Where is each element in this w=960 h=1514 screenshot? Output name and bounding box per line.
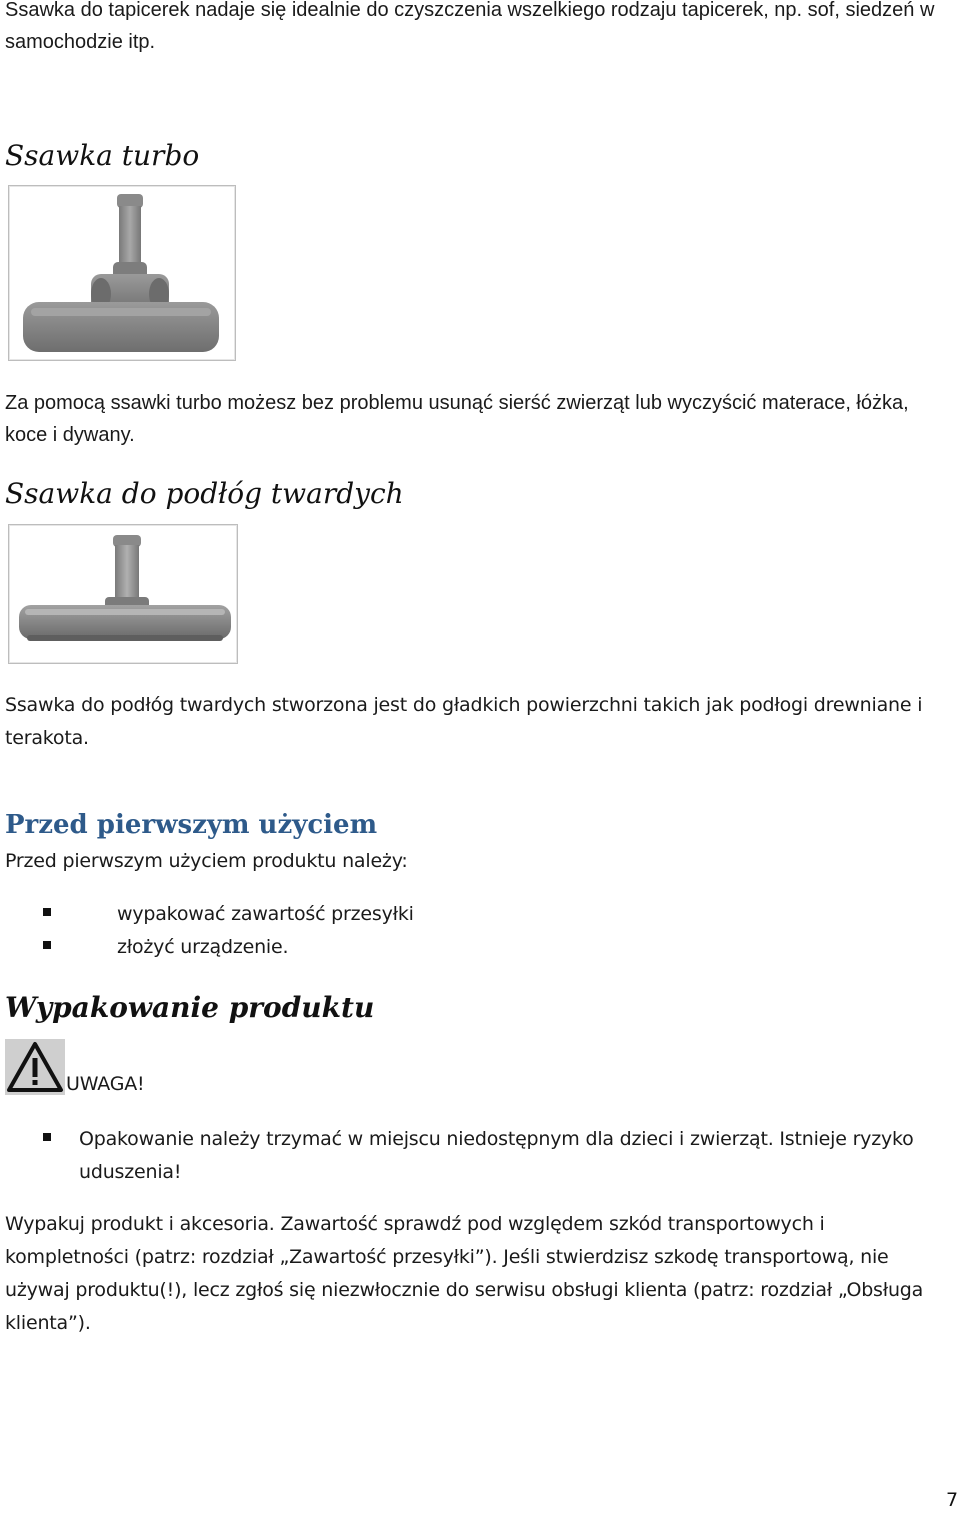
- list-item: [43, 1123, 923, 1189]
- step-text: wypakować zawartość przesyłki: [117, 903, 414, 925]
- bullet-square-icon: [43, 941, 51, 949]
- list-item: [43, 898, 923, 931]
- warning-triangle-icon: [5, 1039, 65, 1095]
- step-text: złożyć urządzenie.: [117, 936, 289, 958]
- turbo-nozzle-image: [8, 185, 236, 361]
- turbo-heading: Ssawka turbo: [5, 139, 200, 172]
- first-use-steps: [43, 898, 923, 964]
- list-item: [43, 931, 923, 964]
- turbo-description: Za pomocą ssawki turbo możesz bez problemu usunąć sierść zwierząt lub wyczyścić materace, łóżka, koce i dywany.: [5, 392, 909, 446]
- bullet-square-icon: [43, 908, 51, 916]
- intro-paragraph: Ssawka do tapicerek nadaje się idealnie do czyszczenia wszelkiego rodzaju tapicerek, np. sof, siedzeń w samochodzie itp.: [5, 0, 935, 53]
- warning-label: UWAGA!: [66, 1073, 145, 1095]
- hardfloor-heading: Ssawka do podłóg twardych: [5, 477, 404, 510]
- hardfloor-description: Ssawka do podłóg twardych stworzona jest do gładkich powierzchni takich jak podłogi drewniane i terakota.: [5, 694, 923, 749]
- first-use-intro: Przed pierwszym użyciem produktu należy:: [5, 850, 408, 872]
- warning-text: Opakowanie należy trzymać w miejscu niedostępnym dla dzieci i zwierząt. Istnieje ryzyko uduszenia!: [79, 1128, 914, 1183]
- first-use-heading: Przed pierwszym użyciem: [5, 810, 378, 840]
- hardfloor-nozzle-image: [8, 524, 238, 664]
- unpacking-heading: Wypakowanie produktu: [5, 991, 375, 1024]
- page-number: 7: [946, 1489, 959, 1511]
- unpacking-body: Wypakuj produkt i akcesoria. Zawartość sprawdź pod względem szkód transportowych i kompletności (patrz: rozdział „Zawartość przesyłki”). Jeśli stwierdzisz szkodę transportową, nie używaj produktu(!), lecz zgłoś się niezwłocznie do serwisu obsługi klienta (patrz: rozdział „Obsługa klienta”).: [5, 1213, 924, 1334]
- bullet-square-icon: [43, 1133, 51, 1141]
